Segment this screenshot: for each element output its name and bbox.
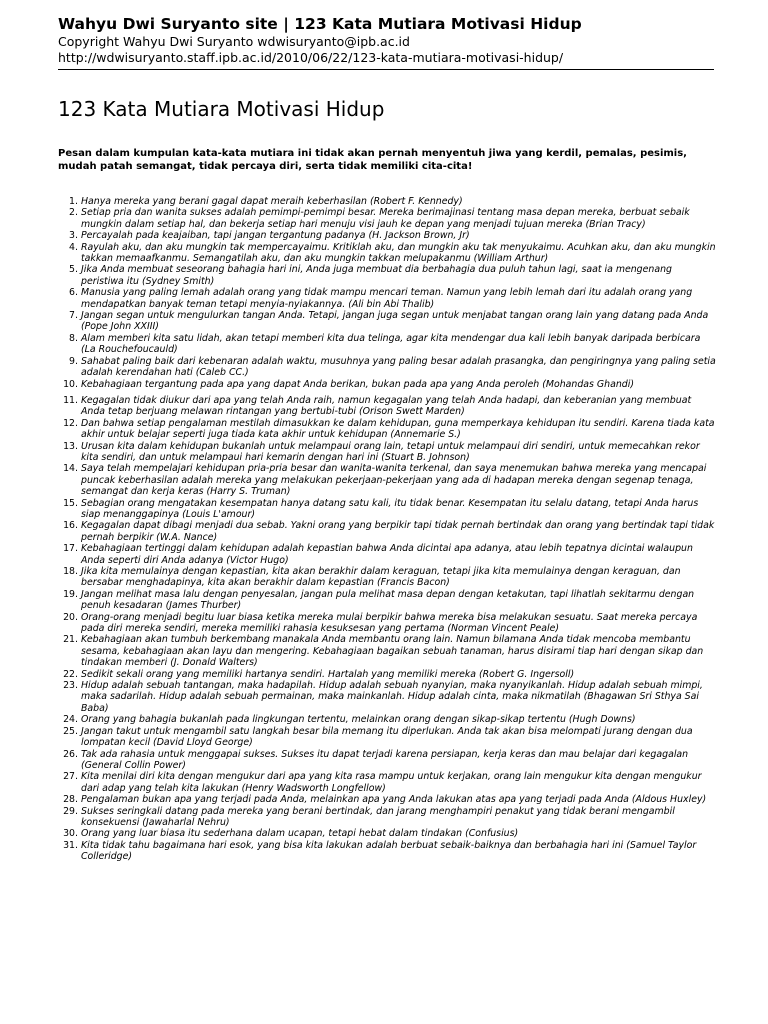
quote-number: 11. bbox=[63, 394, 78, 406]
quote-item bbox=[63, 668, 717, 680]
quote-number: 3. bbox=[69, 230, 78, 242]
quote-text: Kita tidak tahu bagaimana hari esok, yang bisa kita lakukan adalah berbuat sebaik-baiknya dan berbahagia hari ini (Samuel Taylor Colleridge) bbox=[81, 839, 697, 863]
quote-text: Urusan kita dalam kehidupan bukanlah untuk melampaui orang lain, tetapi untuk melampaui diri sendiri, untuk memecahkan rekor kita sendiri, dan untuk melampaui hari kemarin dengan hari ini (Stuart B. Johnson) bbox=[81, 440, 700, 463]
quote-text: Dan bahwa setiap pengalaman mestilah dimasukkan ke dalam kehidupan, guna memperkaya kehidupan itu sendiri. Karena tiada kata akhir untuk belajar seperti juga tiada kata akhir untuk kehidupan (Annemarie S.) bbox=[81, 417, 715, 441]
article-title: 123 Kata Mutiara Motivasi Hidup bbox=[58, 97, 385, 121]
quote-number: 27. bbox=[63, 771, 78, 783]
quote-item bbox=[69, 332, 717, 356]
quote-text: Kebahagiaan tergantung pada apa yang dapat Anda berikan, bukan pada apa yang Anda peroleh (Mohandas Ghandi) bbox=[81, 378, 635, 390]
quote-number: 25. bbox=[63, 725, 78, 737]
quote-number: 24. bbox=[63, 714, 78, 726]
quote-item bbox=[63, 543, 717, 566]
quote-text: Rayulah aku, dan aku mungkin tak mempercayaimu. Kritiklah aku, dan mungkin aku tak menyukaimu. Acuhkan aku, dan aku mungkin takkan memaafkanmu. Semangatilah aku, dan aku mungkin takkan melupakanmu (William Arthur) bbox=[81, 241, 716, 265]
quote-text: Pengalaman bukan apa yang terjadi pada Anda, melainkan apa yang Anda lakukan atas apa yang terjadi pada Anda (Aldous Huxley) bbox=[81, 794, 707, 806]
quote-item bbox=[63, 394, 717, 418]
quote-number: 17. bbox=[63, 543, 78, 555]
quote-number: 16. bbox=[63, 520, 78, 532]
quote-text: Kebahagiaan akan tumbuh berkembang manakala Anda membantu orang lain. Namun bilamana Anda tidak mencoba membantu sesama, kebahagiaan akan layu dan mengering. Kebahagiaan bagaikan sebuah tanaman, harus disirami tiap hari dengan sikap dan tindakan memberi (J. Donald Walters) bbox=[81, 634, 704, 669]
quote-item bbox=[63, 725, 717, 749]
quote-text: Manusia yang paling lemah adalah orang yang tidak mampu mencari teman. Namun yang lebih lemah dari itu adalah orang yang mendapatkan banyak teman tetapi menyia-nyiakannya. (Ali bin Abi Thalib) bbox=[81, 287, 693, 310]
quote-text: Hidup adalah sebuah tantangan, maka hadapilah. Hidup adalah sebuah nyanyian, maka nyanyikanlah. Hidup adalah sebuah mimpi, maka sadarilah. Hidup adalah sebuah permainan, maka mainkanlah. Hidup adalah cinta, maka nikmatilah (Bhagawan Sri Sthya Sai Baba) bbox=[81, 680, 703, 714]
quote-text: Orang-orang menjadi begitu luar biasa ketika mereka mulai berpikir bahwa mereka bisa melakukan sesuatu. Saat mereka percaya pada diri mereka sendiri, mereka memiliki rahasia kesuksesan yang pertama (Norman Vincent Peale) bbox=[81, 611, 698, 635]
quote-number: 15. bbox=[63, 497, 78, 509]
quote-item bbox=[63, 588, 717, 612]
site-title: Wahyu Dwi Suryanto site | 123 Kata Mutiara Motivasi Hidup bbox=[58, 15, 582, 33]
quote-item bbox=[69, 264, 717, 287]
quote-item bbox=[63, 463, 717, 498]
quote-number: 29. bbox=[63, 805, 78, 817]
quote-number: 10. bbox=[63, 378, 78, 390]
quote-item bbox=[69, 196, 717, 207]
quote-item bbox=[63, 805, 717, 829]
quote-item bbox=[63, 771, 717, 794]
quote-item bbox=[63, 417, 717, 441]
quote-item bbox=[69, 287, 717, 310]
copyright-line: Copyright Wahyu Dwi Suryanto wdwisuryanto@ipb.ac.id bbox=[58, 34, 410, 49]
quote-number: 8. bbox=[69, 332, 78, 344]
quote-text: Kegagalan tidak diukur dari apa yang telah Anda raih, namun kegagalan yang telah Anda hadapi, dan keberanian yang membuat Anda tetap berjuang melawan rintangan yang bertubi-tubi (Orison Swett Marden) bbox=[81, 394, 692, 418]
quote-number: 30. bbox=[63, 828, 78, 840]
quote-text: Orang yang luar biasa itu sederhana dalam ucapan, tetapi hebat dalam tindakan (Confusius) bbox=[81, 828, 519, 840]
quote-text: Sedikit sekali orang yang memiliki hartanya sendiri. Hartalah yang memiliki mereka (Robert G. Ingersoll) bbox=[81, 668, 575, 680]
quote-number: 23. bbox=[63, 680, 78, 692]
quote-text: Alam memberi kita satu lidah, akan tetapi memberi kita dua telinga, agar kita mendengar dua kali lebih banyak daripada berbicara (La Rouchefoucauld) bbox=[81, 332, 701, 356]
quote-item bbox=[63, 378, 717, 390]
quote-number: 19. bbox=[63, 588, 78, 600]
intro-paragraph: Pesan dalam kumpulan kata-kata mutiara ini tidak akan pernah menyentuh jiwa yang kerdil, pemalas, pesimis, mudah patah semangat, tidak percaya diri, serta tidak memiliki cita-cita! bbox=[58, 148, 687, 172]
quote-text: Jangan segan untuk mengulurkan tangan Anda. Tetapi, jangan juga segan untuk menjabat tangan orang lain yang datang pada Anda (Pope John XXIII) bbox=[81, 310, 709, 333]
quote-text: Tak ada rahasia untuk menggapai sukses. Sukses itu dapat terjadi karena persiapan, kerja keras dan mau belajar dari kegagalan (General Collin Power) bbox=[81, 748, 689, 771]
quote-text: Kegagalan dapat dibagi menjadi dua sebab. Yakni orang yang berpikir tapi tidak pernah bertindak dan orang yang bertindak tapi tidak pernah berpikir (W.A. Nance) bbox=[81, 520, 715, 543]
quote-text: Kita menilai diri kita dengan mengukur dari apa yang kita rasa mampu untuk kerjakan, orang lain mengukur kita dengan mengukur dari adap yang telah kita lakukan (Henry Wadsworth Longfellow) bbox=[81, 771, 702, 794]
quote-item bbox=[69, 207, 717, 230]
quote-text: Sukses seringkali datang pada mereka yang berani bertindak, dan jarang menghampiri penakut yang tidak berani mengambil konsekuensi (Jawaharlal Nehru) bbox=[81, 805, 675, 828]
quote-text: Percayalah pada keajaiban, tapi jangan tergantung padanya (H. Jackson Brown, Jr) bbox=[81, 230, 470, 242]
quote-number: 18. bbox=[63, 566, 78, 577]
quote-text: Jika kita memulainya dengan kepastian, kita akan berakhir dalam keraguan, tetapi jika kita memulainya dengan keraguan, dan bersabar menghadapinya, kita akan berakhir dalam kepastian (Francis Bacon) bbox=[81, 566, 681, 589]
quote-number: 6. bbox=[69, 287, 78, 299]
quote-text: Setiap pria dan wanita sukses adalah pemimpi-pemimpi besar. Mereka berimajinasi tentang masa depan mereka, berbuat sebaik mungkin dalam setiap hal, dan bekerja setiap hari menuju visi jauh ke depan yang menjadi tujuan mereka (Brian Tracy) bbox=[81, 207, 690, 230]
quote-item bbox=[63, 611, 717, 635]
quote-text: Jangan takut untuk mengambil satu langkah besar bila memang itu diperlukan. Anda tak akan bisa melompati jurang dengan dua lompatan kecil (David Lloyd George) bbox=[81, 725, 693, 749]
quote-text: Saya telah mempelajari kehidupan pria-pria besar dan wanita-wanita terkenal, dan saya menemukan bahwa mereka yang mencapai puncak keberhasilan adalah mereka yang melakukan pekerjaan-pekerjaan yang ada di hadapan mereka dengan segenap tenaga, semangat dan kerja keras (Harry S. Truman) bbox=[81, 463, 707, 498]
quote-item bbox=[69, 310, 717, 333]
quote-number: 31. bbox=[63, 839, 78, 851]
quote-number: 12. bbox=[63, 417, 78, 429]
quote-item bbox=[69, 355, 717, 379]
quote-item bbox=[63, 680, 717, 714]
quote-number: 28. bbox=[63, 794, 78, 806]
quote-number: 14. bbox=[63, 463, 78, 475]
quote-text: Orang yang bahagia bukanlah pada lingkungan tertentu, melainkan orang dengan sikap-sikap tertentu (Hugh Downs) bbox=[81, 714, 636, 726]
quote-text: Sahabat paling baik dari kebenaran adalah waktu, musuhnya yang paling besar adalah prasangka, dan pengiringnya yang paling setia adalah kerendahan hati (Caleb CC.) bbox=[81, 355, 716, 379]
quote-number: 21. bbox=[63, 634, 78, 646]
quote-item bbox=[63, 828, 717, 840]
quote-text: Kebahagiaan tertinggi dalam kehidupan adalah kepastian bahwa Anda dicintai apa adanya, atau lebih tepatnya dicintai walaupun Anda seperti diri Anda adanya (Victor Hugo) bbox=[81, 543, 693, 566]
quote-item bbox=[63, 520, 717, 543]
quote-item bbox=[69, 241, 717, 265]
quote-item bbox=[69, 230, 717, 242]
quote-number: 7. bbox=[69, 310, 78, 322]
quote-text: Hanya mereka yang berani gagal dapat meraih keberhasilan (Robert F. Kennedy) bbox=[81, 196, 463, 207]
quote-text: Sebagian orang mengatakan kesempatan hanya datang satu kali, itu tidak benar. Kesempatan itu selalu datang, tetapi Anda harus siap menanggapinya (Louis L'amour) bbox=[81, 497, 699, 520]
quote-number: 13. bbox=[63, 440, 78, 452]
quote-list bbox=[63, 196, 717, 863]
quote-text: Jangan melihat masa lalu dengan penyesalan, jangan pula melihat masa depan dengan ketakutan, tapi lihatlah sekitarmu dengan penuh kesadaran (James Thurber) bbox=[81, 588, 695, 612]
quote-number: 2. bbox=[69, 207, 78, 219]
quote-item bbox=[63, 634, 717, 669]
quote-number: 4. bbox=[69, 241, 78, 253]
quote-number: 22. bbox=[63, 668, 78, 680]
quote-number: 9. bbox=[69, 355, 78, 367]
quote-item bbox=[63, 748, 717, 772]
quote-item bbox=[63, 794, 717, 806]
quote-item bbox=[63, 566, 717, 589]
quote-number: 1. bbox=[69, 196, 78, 207]
quote-item bbox=[63, 839, 717, 863]
quote-text: Jika Anda membuat seseorang bahagia hari ini, Anda juga membuat dia berbahagia dua puluh tahun lagi, saat ia mengenang peristiwa itu (Sydney Smith) bbox=[81, 264, 672, 287]
quote-item bbox=[63, 440, 717, 464]
quote-number: 26. bbox=[63, 748, 78, 760]
source-url: http://wdwisuryanto.staff.ipb.ac.id/2010/06/22/123-kata-mutiara-motivasi-hidup/ bbox=[58, 50, 564, 65]
quote-item bbox=[63, 714, 717, 726]
quote-item bbox=[63, 497, 717, 521]
quote-number: 20. bbox=[63, 611, 78, 623]
site-header bbox=[58, 14, 714, 70]
quote-number: 5. bbox=[69, 264, 78, 276]
